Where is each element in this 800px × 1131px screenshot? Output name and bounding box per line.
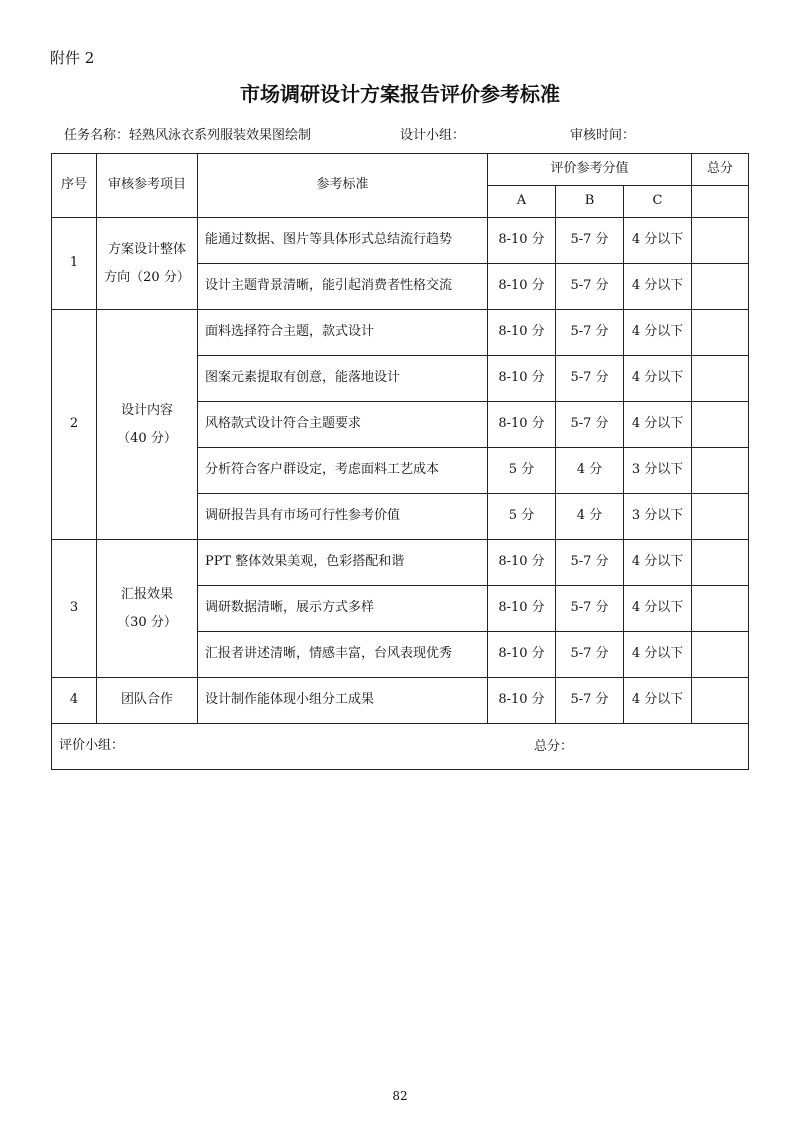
score-a: 5 分 bbox=[488, 494, 556, 540]
total-cell bbox=[692, 310, 749, 356]
score-a: 8-10 分 bbox=[488, 356, 556, 402]
score-b: 5-7 分 bbox=[556, 632, 624, 678]
score-c: 4 分以下 bbox=[624, 678, 692, 724]
score-c: 4 分以下 bbox=[624, 264, 692, 310]
header-a: A bbox=[488, 186, 556, 218]
score-c: 4 分以下 bbox=[624, 356, 692, 402]
standard-cell: PPT 整体效果美观，色彩搭配和谐 bbox=[198, 540, 488, 586]
score-b: 5-7 分 bbox=[556, 586, 624, 632]
score-a: 8-10 分 bbox=[488, 540, 556, 586]
standard-cell: 设计制作能体现小组分工成果 bbox=[198, 678, 488, 724]
score-a: 5 分 bbox=[488, 448, 556, 494]
score-c: 3 分以下 bbox=[624, 494, 692, 540]
header-total: 总分 bbox=[692, 154, 749, 186]
item-line: 方向（20 分） bbox=[104, 269, 190, 285]
score-b: 5-7 分 bbox=[556, 264, 624, 310]
score-b: 5-7 分 bbox=[556, 310, 624, 356]
standard-cell: 图案元素提取有创意，能落地设计 bbox=[198, 356, 488, 402]
score-a: 8-10 分 bbox=[488, 310, 556, 356]
total-cell bbox=[692, 632, 749, 678]
page-number: 82 bbox=[392, 1089, 408, 1103]
item-cell bbox=[97, 218, 198, 310]
score-a: 8-10 分 bbox=[488, 264, 556, 310]
standard-cell: 设计主题背景清晰，能引起消费者性格交流 bbox=[198, 264, 488, 310]
score-c: 4 分以下 bbox=[624, 540, 692, 586]
score-c: 3 分以下 bbox=[624, 448, 692, 494]
task-name: 任务名称：轻熟风泳衣系列服装效果图绘制 bbox=[64, 128, 312, 143]
standard-cell: 分析符合客户群设定，考虑面料工艺成本 bbox=[198, 448, 488, 494]
score-c: 4 分以下 bbox=[624, 218, 692, 264]
score-a: 8-10 分 bbox=[488, 586, 556, 632]
footer-total-label: 总分： bbox=[534, 738, 574, 754]
header-row bbox=[52, 154, 749, 186]
total-cell bbox=[692, 218, 749, 264]
header-item: 审核参考项目 bbox=[97, 154, 198, 218]
standard-cell: 能通过数据、图片等具体形式总结流行趋势 bbox=[198, 218, 488, 264]
total-cell bbox=[692, 586, 749, 632]
score-c: 4 分以下 bbox=[624, 310, 692, 356]
item-cell bbox=[97, 310, 198, 540]
standard-cell: 面料选择符合主题，款式设计 bbox=[198, 310, 488, 356]
header-b: B bbox=[556, 186, 624, 218]
score-a: 8-10 分 bbox=[488, 402, 556, 448]
item-line: （30 分） bbox=[117, 614, 177, 630]
seq-cell: 3 bbox=[52, 540, 97, 678]
header-total-blank bbox=[692, 186, 749, 218]
header-standard: 参考标准 bbox=[198, 154, 488, 218]
score-b: 4 分 bbox=[556, 448, 624, 494]
table-row bbox=[52, 678, 749, 724]
item-line: 设计内容 bbox=[120, 403, 173, 419]
seq-cell: 4 bbox=[52, 678, 97, 724]
total-cell bbox=[692, 264, 749, 310]
item-line: 汇报效果 bbox=[120, 587, 173, 603]
evaluation-table bbox=[51, 153, 749, 770]
item-line: （40 分） bbox=[117, 430, 177, 446]
score-b: 5-7 分 bbox=[556, 540, 624, 586]
seq-cell: 2 bbox=[52, 310, 97, 540]
footer-row bbox=[52, 724, 749, 770]
table-row bbox=[52, 540, 749, 586]
total-cell bbox=[692, 402, 749, 448]
table-row bbox=[52, 218, 749, 264]
header-score-group: 评价参考分值 bbox=[488, 154, 692, 186]
score-c: 4 分以下 bbox=[624, 402, 692, 448]
score-b: 4 分 bbox=[556, 494, 624, 540]
score-b: 5-7 分 bbox=[556, 356, 624, 402]
standard-cell: 调研数据清晰，展示方式多样 bbox=[198, 586, 488, 632]
score-c: 4 分以下 bbox=[624, 586, 692, 632]
review-time-label: 审核时间： bbox=[570, 128, 636, 143]
total-cell bbox=[692, 356, 749, 402]
eval-group-label: 评价小组： bbox=[59, 738, 125, 754]
item-line: 方案设计整体 bbox=[107, 242, 186, 258]
total-cell bbox=[692, 448, 749, 494]
header-c: C bbox=[624, 186, 692, 218]
standard-cell: 风格款式设计符合主题要求 bbox=[198, 402, 488, 448]
score-a: 8-10 分 bbox=[488, 678, 556, 724]
score-b: 5-7 分 bbox=[556, 678, 624, 724]
standard-cell: 调研报告具有市场可行性参考价值 bbox=[198, 494, 488, 540]
total-cell bbox=[692, 494, 749, 540]
item-cell: 团队合作 bbox=[97, 678, 198, 724]
total-cell bbox=[692, 678, 749, 724]
attachment-label: 附件 2 bbox=[50, 49, 95, 67]
document-title: 市场调研设计方案报告评价参考标准 bbox=[240, 82, 560, 106]
total-cell bbox=[692, 540, 749, 586]
score-b: 5-7 分 bbox=[556, 402, 624, 448]
score-b: 5-7 分 bbox=[556, 218, 624, 264]
design-group-label: 设计小组： bbox=[400, 128, 466, 143]
table-row bbox=[52, 310, 749, 356]
score-a: 8-10 分 bbox=[488, 218, 556, 264]
score-c: 4 分以下 bbox=[624, 632, 692, 678]
seq-cell: 1 bbox=[52, 218, 97, 310]
standard-cell: 汇报者讲述清晰，情感丰富，台风表现优秀 bbox=[198, 632, 488, 678]
header-seq: 序号 bbox=[52, 154, 97, 218]
footer-cell bbox=[52, 724, 749, 770]
item-cell bbox=[97, 540, 198, 678]
score-a: 8-10 分 bbox=[488, 632, 556, 678]
